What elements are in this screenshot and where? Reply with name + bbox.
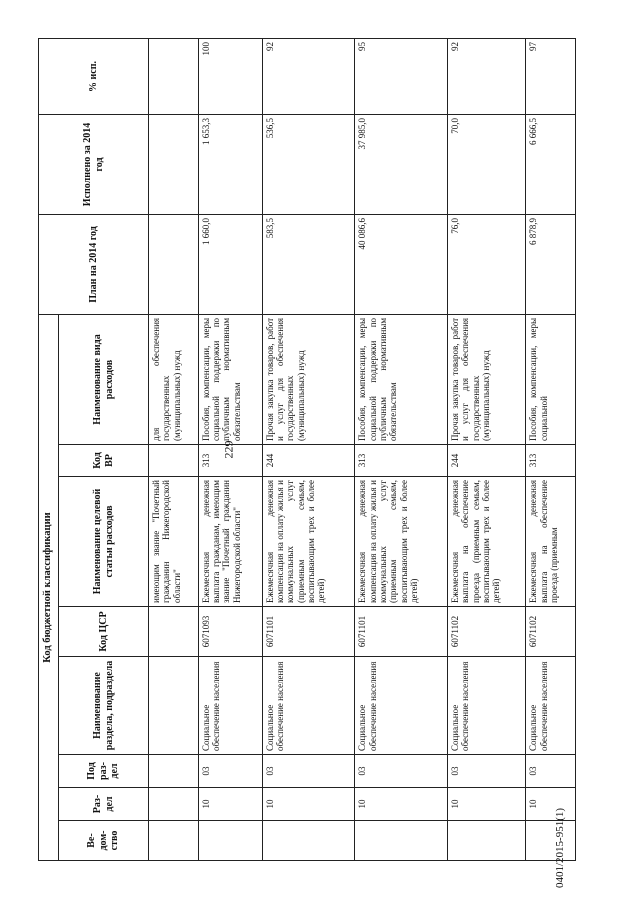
cell-razdel: 10 [355, 787, 448, 820]
cell-vedomstvo [526, 820, 576, 860]
cell-razdel: 10 [447, 787, 525, 820]
cell-razdel-name: Социальное обеспечение населения [262, 656, 355, 754]
cell-razdel [149, 787, 199, 820]
cell-podrazdel: 03 [355, 754, 448, 787]
cell-kcsr: 6071101 [262, 606, 355, 656]
vr-name-header: Наименование вида расходов [59, 314, 149, 444]
cell-razdel-name: Социальное обеспечение населения [526, 656, 576, 754]
cell-kvr: 313 [355, 444, 448, 476]
cell-fact: 1 653,3 [198, 114, 262, 214]
razdel-header: Раз-дел [59, 787, 149, 820]
cell-plan: 76,0 [447, 214, 525, 314]
budget-table [38, 37, 576, 860]
fact-header: Исполнено за 2014 год [39, 114, 149, 214]
cell-percent [149, 38, 199, 114]
cell-csr-name: имеющим звание "Почетный гражданин Нижегородской области" [149, 476, 199, 606]
cell-csr-name: Ежемесячная денежная компенсация на оплату жилья и коммунальных услуг (приемным семьям, воспитывающим трех и более детей) [355, 476, 448, 606]
cell-csr-name: Ежемесячная денежная выплата гражданам, имеющим звание "Почетный гражданин Нижегородской области" [198, 476, 262, 606]
cell-kcsr: 6071102 [447, 606, 525, 656]
cell-razdel: 10 [262, 787, 355, 820]
cell-vedomstvo [262, 820, 355, 860]
cell-kcsr: 6071101 [355, 606, 448, 656]
cell-razdel-name: Социальное обеспечение населения [198, 656, 262, 754]
cell-vedomstvo [149, 820, 199, 860]
percent-header: % исп. [39, 38, 149, 114]
cell-kcsr [149, 606, 199, 656]
cell-fact: 37 985,0 [355, 114, 448, 214]
cell-kvr: 244 [447, 444, 525, 476]
cell-vr-name: Пособия, компенсации, меры социальной поддержки по публичным нормативным обязательствам [355, 314, 448, 444]
table-row [526, 38, 576, 860]
cell-plan: 40 086,6 [355, 214, 448, 314]
cell-csr-name: Ежемесячная денежная выплата на обеспечение проезда (приемным [526, 476, 576, 606]
cell-podrazdel: 03 [262, 754, 355, 787]
cell-razdel: 10 [526, 787, 576, 820]
cell-razdel: 10 [198, 787, 262, 820]
cell-percent: 95 [355, 38, 448, 114]
cell-podrazdel: 03 [447, 754, 525, 787]
cell-percent: 92 [262, 38, 355, 114]
cell-fact: 536,5 [262, 114, 355, 214]
table-row [198, 38, 262, 860]
cell-podrazdel: 03 [198, 754, 262, 787]
cell-vr-name: Прочая закупка товаров, работ и услуг для обеспечения государственных (муниципальных) нужд [447, 314, 525, 444]
podrazdel-header: Под раз-дел [59, 754, 149, 787]
table-row [355, 38, 448, 860]
table-body [149, 38, 576, 860]
plan-header: План на 2014 год [39, 214, 149, 314]
cell-percent: 100 [198, 38, 262, 114]
cell-kvr: 244 [262, 444, 355, 476]
cell-percent: 92 [447, 38, 525, 114]
cell-podrazdel: 03 [526, 754, 576, 787]
cell-kvr: 313 [526, 444, 576, 476]
cell-kcsr: 6071093 [198, 606, 262, 656]
cell-csr-name: Ежемесячная денежная выплата на обеспечение проезда (приемным семьям, воспитывающим трех и более детей) [447, 476, 525, 606]
cell-kvr [149, 444, 199, 476]
kvr-header: Код ВР [59, 444, 149, 476]
cell-percent: 97 [526, 38, 576, 114]
cell-razdel-name [149, 656, 199, 754]
cell-podrazdel [149, 754, 199, 787]
cell-plan: 583,5 [262, 214, 355, 314]
table-row [149, 38, 199, 860]
budget-table-container [38, 39, 576, 861]
cell-kcsr: 6071102 [526, 606, 576, 656]
cell-vr-name: для обеспечения государственных (муниципальных) нужд [149, 314, 199, 444]
kcsr-header: Код ЦСР [59, 606, 149, 656]
csr-name-header: Наименование целевой статьи расходов [59, 476, 149, 606]
table-row [262, 38, 355, 860]
cell-fact: 6 666,5 [526, 114, 576, 214]
cell-razdel-name: Социальное обеспечение населения [447, 656, 525, 754]
cell-plan: 6 878,9 [526, 214, 576, 314]
table-row [447, 38, 525, 860]
cell-fact [149, 114, 199, 214]
cell-csr-name: Ежемесячная денежная компенсация на оплату жилья и коммунальных услуг (приемным семьям, воспитывающим трех и более детей) [262, 476, 355, 606]
cell-kvr: 313 [198, 444, 262, 476]
cell-plan: 1 660,0 [198, 214, 262, 314]
cell-plan [149, 214, 199, 314]
cell-fact: 70,0 [447, 114, 525, 214]
document-code: 0401/2015-951(1) [554, 807, 567, 889]
cell-razdel-name: Социальное обеспечение населения [355, 656, 448, 754]
cell-vr-name: Прочая закупка товаров, работ и услуг для обеспечения государственных (муниципальных) нужд [262, 314, 355, 444]
table-header [39, 38, 149, 860]
vedomstvo-header: Ве-дом-ство [59, 820, 149, 860]
cell-vedomstvo [355, 820, 448, 860]
cell-vr-name: Пособия, компенсации, меры социальной [526, 314, 576, 444]
classification-group-header: Код бюджетной классификации [39, 314, 59, 860]
cell-vedomstvo [447, 820, 525, 860]
page-number: 229 [221, 440, 236, 459]
cell-vr-name: Пособия, компенсации, меры социальной поддержки по публичным нормативным обязательствам [198, 314, 262, 444]
razdel-name-header: Наименование раздела, подраздела [59, 656, 149, 754]
cell-vedomstvo [198, 820, 262, 860]
